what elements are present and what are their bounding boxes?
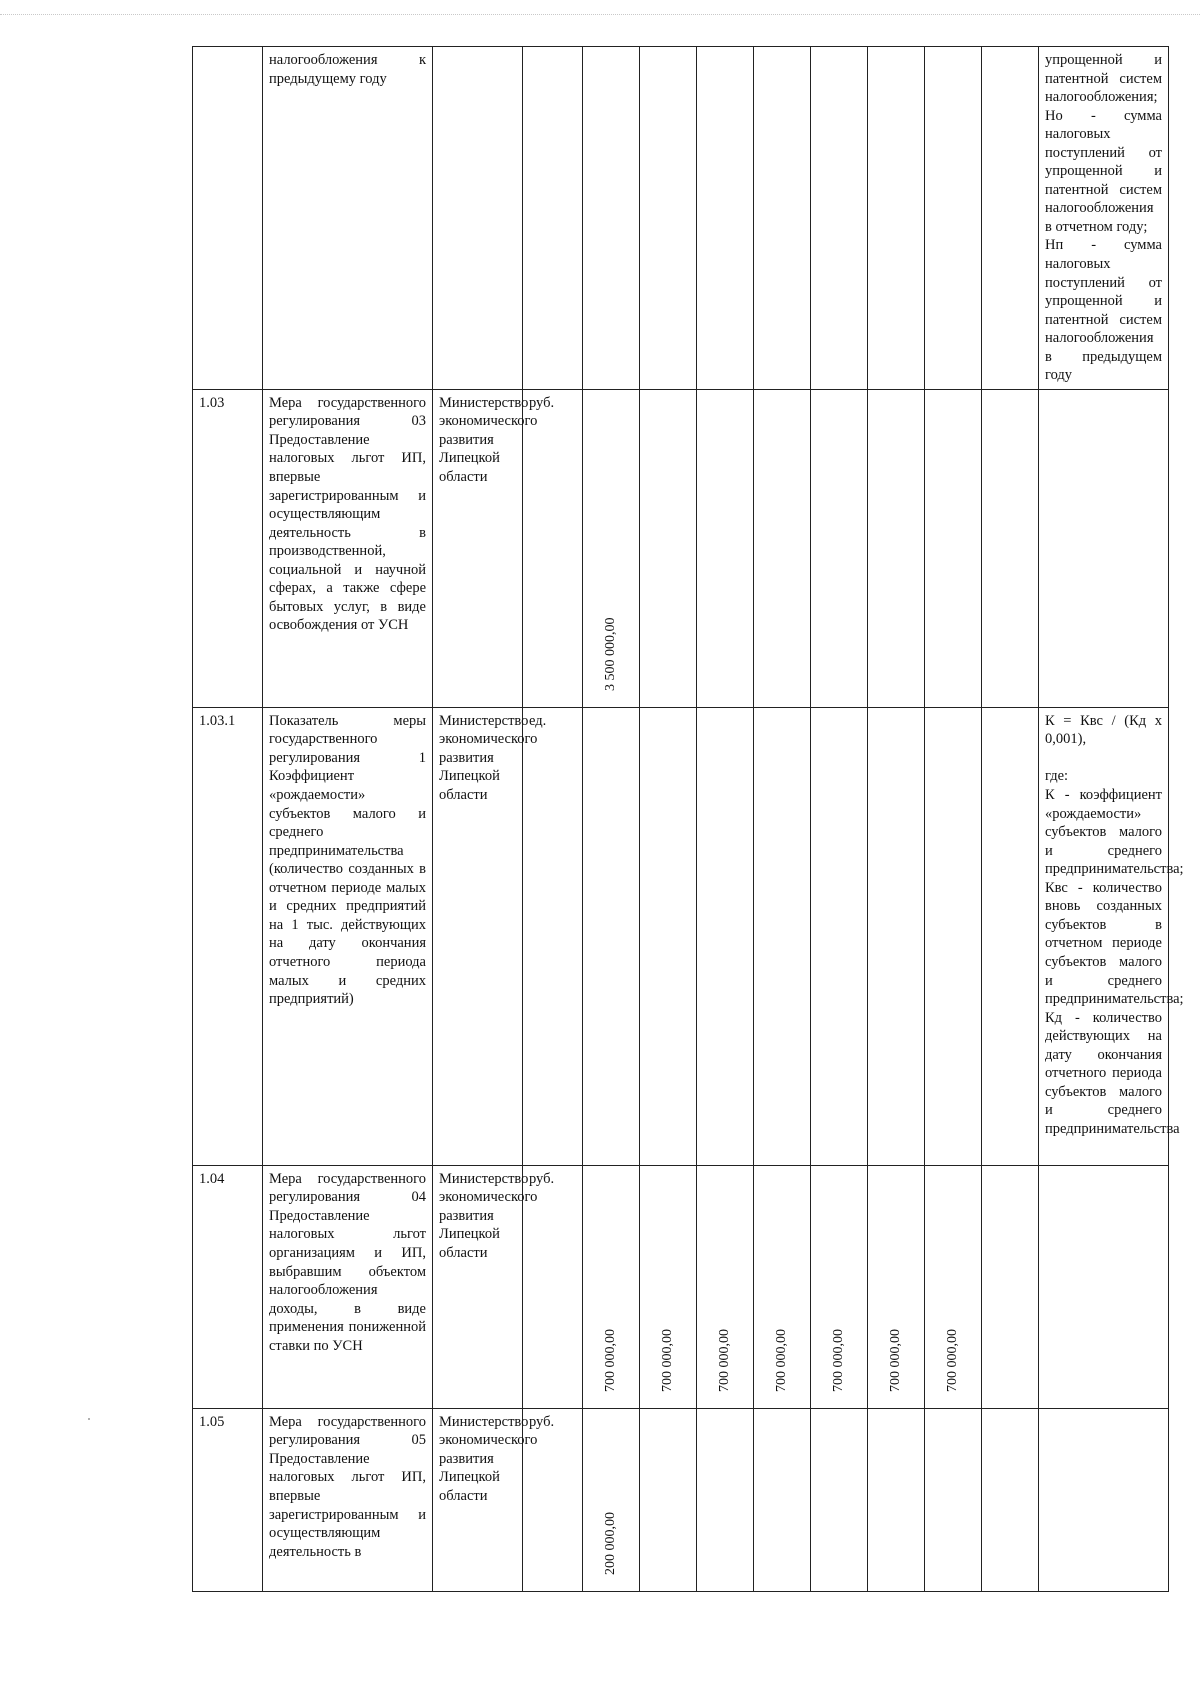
value-cell: [754, 389, 811, 707]
value-cell: [868, 1408, 925, 1591]
scan-speck: [88, 1418, 90, 1420]
value-cell: [982, 1408, 1039, 1591]
value-cell: [868, 389, 925, 707]
value-cell: [811, 47, 868, 390]
row-executor: Министерство экономического развития Липецкой области: [433, 1408, 523, 1591]
value-cell: [868, 1165, 925, 1408]
table-row: [193, 1165, 1169, 1408]
value-amount: 200 000,00: [603, 1511, 619, 1575]
value-cell: [925, 1165, 982, 1408]
row-number: 1.03: [193, 389, 263, 707]
table-body: [193, 47, 1184, 1592]
value-cell: [583, 1165, 640, 1408]
value-cell: [811, 1165, 868, 1408]
value-cell: [754, 707, 811, 1165]
row-executor: Министерство экономического развития Липецкой области: [433, 389, 523, 707]
row-unit: руб.: [523, 1165, 583, 1408]
value-amount: 3 500 000,00: [603, 617, 619, 691]
measures-table: [192, 46, 1184, 1592]
row-formula: [1039, 1165, 1169, 1408]
table-row: [193, 389, 1169, 707]
row-unit: ед.: [523, 707, 583, 1165]
value-cell: [697, 1408, 754, 1591]
value-cell: [925, 707, 982, 1165]
row-formula: [1039, 1408, 1169, 1591]
value-cell: [583, 1408, 640, 1591]
value-cell: [640, 707, 697, 1165]
row-unit: [523, 47, 583, 390]
scan-top-edge: [0, 0, 1200, 15]
row-description: налогообложения к предыдущему году: [263, 47, 433, 390]
value-cell: [697, 47, 754, 390]
row-description: Мера государственного регулирования 03 Предоставление налоговых льгот ИП, впервые зарегистрированным и осуществляющим деятельность в производственной, социальной и научной сферах, а также сфере бытовых услуг, в виде освобождения от УСН: [263, 389, 433, 707]
value-cell: [754, 1408, 811, 1591]
row-formula: [1039, 389, 1169, 707]
value-cell: [925, 47, 982, 390]
value-amount: 700 000,00: [888, 1328, 904, 1392]
row-unit: руб.: [523, 389, 583, 707]
value-cell: [754, 1165, 811, 1408]
value-amount: 700 000,00: [831, 1328, 847, 1392]
row-description: Показатель меры государственного регулирования 1 Коэффициент «рождаемости» субъектов малого и среднего предпринимательства (количество созданных в отчетном периоде малых и средних предприятий на 1 тыс. действующих на дату окончания отчетного периода малых и средних предприятий): [263, 707, 433, 1165]
value-cell: [697, 707, 754, 1165]
row-executor: Министерство экономического развития Липецкой области: [433, 707, 523, 1165]
value-cell: [811, 707, 868, 1165]
value-cell: [982, 389, 1039, 707]
value-cell: [925, 1408, 982, 1591]
value-amount: 700 000,00: [603, 1328, 619, 1392]
value-cell: [811, 1408, 868, 1591]
value-amount: 700 000,00: [660, 1328, 676, 1392]
value-cell: [583, 389, 640, 707]
row-unit: руб.: [523, 1408, 583, 1591]
value-cell: [640, 389, 697, 707]
value-amount: 700 000,00: [945, 1328, 961, 1392]
row-number: 1.04: [193, 1165, 263, 1408]
table-row: [193, 1408, 1169, 1591]
row-number: 1.03.1: [193, 707, 263, 1165]
row-executor: Министерство экономического развития Липецкой области: [433, 1165, 523, 1408]
row-executor: [433, 47, 523, 390]
value-cell: [982, 707, 1039, 1165]
value-cell: [640, 1165, 697, 1408]
table-row: [193, 47, 1169, 390]
value-cell: [583, 707, 640, 1165]
value-cell: [982, 1165, 1039, 1408]
value-cell: [982, 47, 1039, 390]
value-cell: [811, 389, 868, 707]
value-cell: [583, 47, 640, 390]
value-cell: [925, 389, 982, 707]
value-amount: 700 000,00: [774, 1328, 790, 1392]
value-cell: [868, 47, 925, 390]
row-formula: упрощенной и патентной систем налогообложения; Но - сумма налоговых поступлений от упрощенной и патентной систем налогообложения в отчетном году; Нп - сумма налоговых поступлений от упрощенной и патентной систем налогообложения в предыдущем году: [1039, 47, 1169, 390]
value-cell: [697, 389, 754, 707]
value-cell: [640, 1408, 697, 1591]
row-number: 1.05: [193, 1408, 263, 1591]
value-cell: [868, 707, 925, 1165]
row-description: Мера государственного регулирования 04 Предоставление налоговых льгот организациям и ИП, выбравшим объектом налогообложения доходы, в виде применения пониженной ставки по УСН: [263, 1165, 433, 1408]
value-cell: [640, 47, 697, 390]
table-row: [193, 707, 1169, 1165]
row-description: Мера государственного регулирования 05 Предоставление налоговых льгот ИП, впервые зарегистрированным и осуществляющим деятельность в: [263, 1408, 433, 1591]
value-cell: [697, 1165, 754, 1408]
value-amount: 700 000,00: [717, 1328, 733, 1392]
row-number: [193, 47, 263, 390]
value-cell: [754, 47, 811, 390]
row-formula: К = Квс / (Кд х 0,001), где: К - коэффициент «рождаемости» субъектов малого и среднего предпринимательства; Квс - количество вновь созданных субъектов в отчетном периоде субъектов малого и среднего предпринимательства; Кд - количество действующих на дату окончания отчетного периода субъектов малого и среднего предпринимательства: [1039, 707, 1169, 1165]
